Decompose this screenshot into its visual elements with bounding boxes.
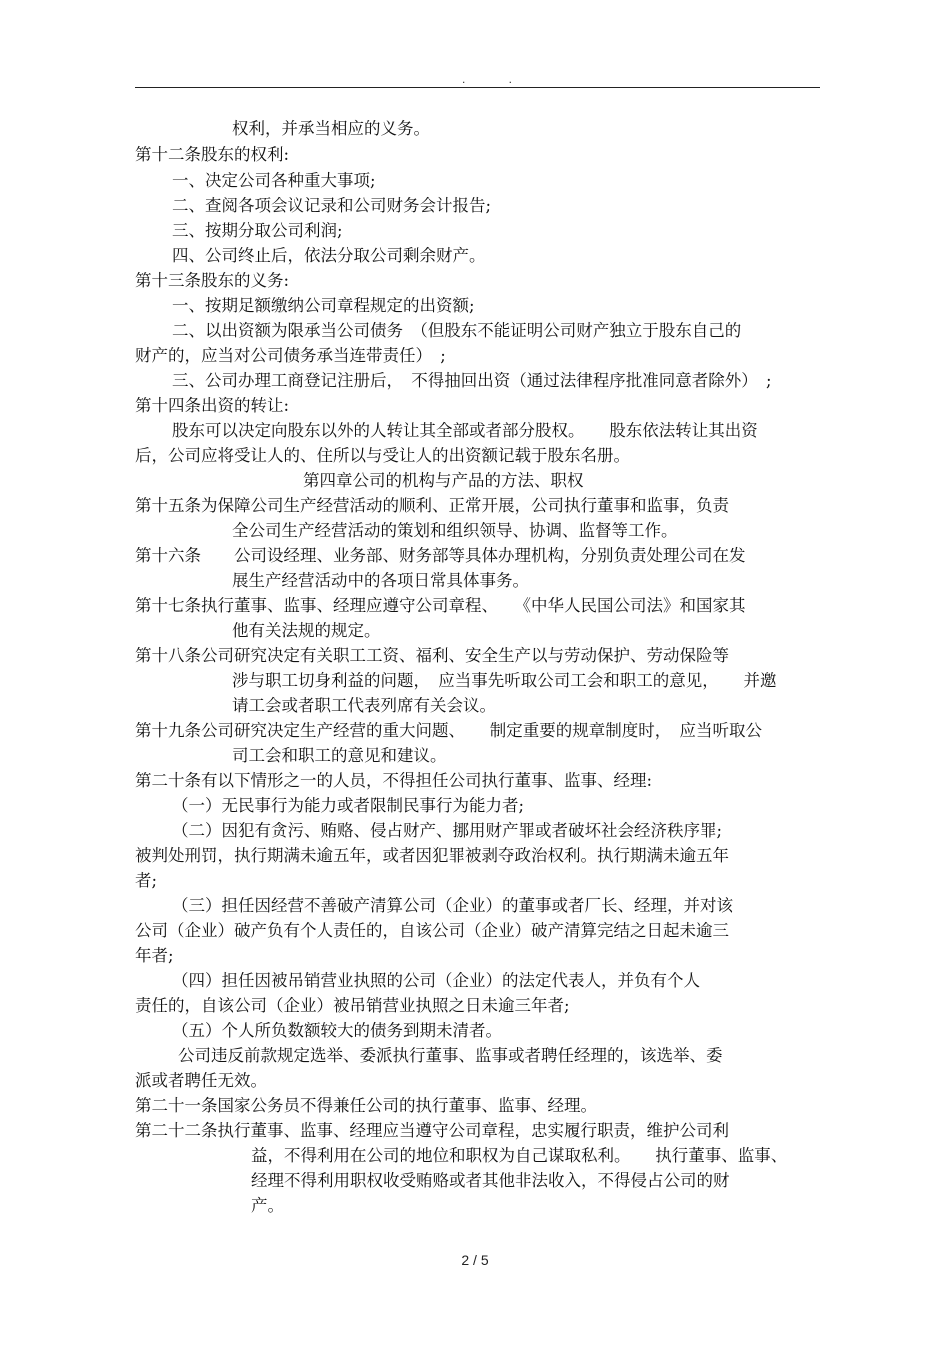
text-line: 权利，并承当相应的义务。 [232,119,430,138]
article-heading: 第二十一条国家公务员不得兼任公司的执行董事、监事、经理。 [135,1096,597,1115]
text-line: 司工会和职工的意见和建议。 [232,746,447,765]
text-line: 派或者聘任无效。 [135,1071,267,1090]
article-heading: 第二十二条执行董事、监事、经理应当遵守公司章程，忠实履行职责，维护公司利 [135,1121,729,1140]
text-line: 一、按期足额缴纳公司章程规定的出资额; [172,296,475,315]
article-heading: 第二十条有以下情形之一的人员，不得担任公司执行董事、监事、经理: [135,771,653,790]
text-line: 二、查阅各项会议记录和公司财务会计报告; [172,196,492,215]
article-heading: 第十六条 公司设经理、业务部、财务部等具体办理机构，分别负责处理公司在发 [135,546,746,565]
text-line: 者; [135,871,158,890]
text-line: （二）因犯有贪污、贿赂、侵占财产、挪用财产罪或者破坏社会经济秩序罪; [172,821,723,840]
text-line: 一、决定公司各种重大事项; [172,171,376,190]
article-heading: 第十三条股东的义务: [135,271,290,290]
text-line: 请工会或者职工代表列席有关会议。 [232,696,496,715]
text-line: 公司违反前款规定选举、委派执行董事、监事或者聘任经理的，该选举、委 [178,1046,723,1065]
text-line: （一）无民事行为能力或者限制民事行为能力者; [172,796,525,815]
text-line: 责任的，自该公司（企业）被吊销营业执照之日未逾三年者; [135,996,570,1015]
text-line: 四、公司终止后，依法分取公司剩余财产。 [172,246,486,265]
article-heading: 第十五条为保障公司生产经营活动的顺利、正常开展，公司执行董事和监事，负责 [135,496,729,515]
page-number: 2 / 5 [461,1252,489,1268]
text-line: 三、按期分取公司利润; [172,221,343,240]
text-line: 经理不得利用职权收受贿赂或者其他非法收入，不得侵占公司的财 [251,1171,730,1190]
text-line: 益，不得利用在公司的地位和职权为自己谋取私利。 执行董事、监事、 [251,1146,788,1165]
header-dots: . . [462,72,533,86]
text-line: 财产的，应当对公司债务承当连带责任） ; [135,346,446,365]
text-line: 后，公司应将受让人的、住所以与受让人的出资额记载于股东名册。 [135,446,630,465]
text-line: 三、公司办理工商登记注册后， 不得抽回出资（通过法律程序批准同意者除外） ; [172,371,772,390]
header-rule [135,87,820,88]
text-line: 被判处刑罚，执行期满未逾五年，或者因犯罪被剥夺政治权利。执行期满未逾五年 [135,846,729,865]
article-heading: 第十九条公司研究决定生产经营的重大问题、 制定重要的规章制度时， 应当听取公 [135,721,762,740]
text-line: 涉与职工切身利益的问题， 应当事先听取公司工会和职工的意见， 并邀 [232,671,777,690]
text-line: （五）个人所负数额较大的债务到期未清者。 [172,1021,502,1040]
article-heading: 第十七条执行董事、监事、经理应遵守公司章程、 《中华人民国公司法》和国家其 [135,596,746,615]
text-line: 股东可以决定向股东以外的人转让其全部或者部分股权。 股东依法转让其出资 [172,421,758,440]
text-line: 公司（企业）破产负有个人责任的，自该公司（企业）破产清算完结之日起未逾三 [135,921,729,940]
text-line: 展生产经营活动中的各项日常具体事务。 [232,571,529,590]
chapter-heading: 第四章公司的机构与产品的方法、职权 [303,471,584,490]
article-heading: 第十四条出资的转让: [135,396,290,415]
text-line: （四）担任因被吊销营业执照的公司（企业）的法定代表人，并负有个人 [172,971,700,990]
text-line: 他有关法规的规定。 [232,621,381,640]
article-heading: 第十二条股东的权利: [135,145,290,164]
text-line: 产。 [251,1196,284,1215]
article-heading: 第十八条公司研究决定有关职工工资、福利、安全生产以与劳动保护、劳动保险等 [135,646,729,665]
text-line: 年者; [135,946,174,965]
text-line: （三）担任因经营不善破产清算公司（企业）的董事或者厂长、经理，并对该 [172,896,733,915]
text-line: 二、以出资额为限承当公司债务 （但股东不能证明公司财产独立于股东自己的 [172,321,742,340]
text-line: 全公司生产经营活动的策划和组织领导、协调、监督等工作。 [232,521,678,540]
